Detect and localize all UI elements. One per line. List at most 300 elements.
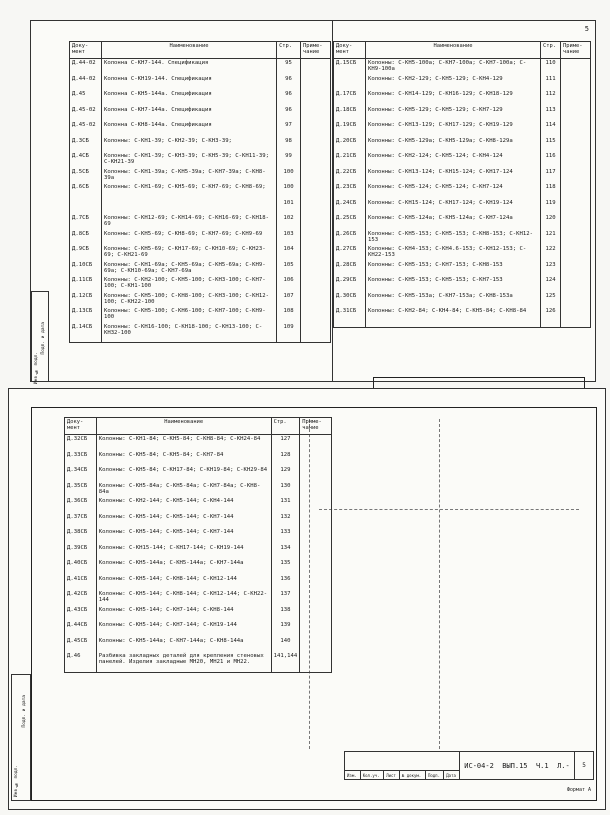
row-doc: Д.18СБ bbox=[334, 106, 366, 122]
part: Ч.1 bbox=[535, 761, 549, 770]
row-note bbox=[300, 544, 332, 560]
row-doc: Д.3СБ bbox=[70, 137, 102, 153]
row-name: Колонны: С-КН5-144; С-КН5-144; С-КН7-144 bbox=[96, 528, 271, 544]
row-name: Колонны: С-КН15-144; С-КН17-144; С-КН19-144 bbox=[96, 544, 271, 560]
row-page: 120 bbox=[541, 214, 561, 230]
row-note bbox=[300, 497, 332, 513]
row-name: Колонны: С-КН13-124; С-КН15-124; С-КН17-124 bbox=[365, 168, 540, 184]
row-doc: Д.31СБ bbox=[334, 307, 366, 323]
row-doc: Д.22СБ bbox=[334, 168, 366, 184]
row-name: Колонны: С-КН2-144; С-КН5-144; С-КН4-144 bbox=[96, 497, 271, 513]
row-page: 109 bbox=[277, 323, 301, 339]
row-doc: Д.43СБ bbox=[65, 606, 97, 622]
row-note bbox=[301, 106, 331, 122]
table-row bbox=[334, 307, 591, 323]
row-note bbox=[561, 152, 591, 168]
row-page: 117 bbox=[541, 168, 561, 184]
row-name: Колонны: С-КН1-84; С-КН5-84; С-КН8-84; С-КН24-84 bbox=[96, 435, 271, 451]
row-note bbox=[561, 106, 591, 122]
row-doc: Д.15СБ bbox=[334, 59, 366, 75]
row-doc: Д.5СБ bbox=[70, 168, 102, 184]
row-spacer bbox=[70, 338, 102, 343]
row-page: 130 bbox=[271, 482, 300, 498]
row-name: Колонны: С-КН5-144а; С-КН7-144а; С-КН8-144а bbox=[96, 637, 271, 653]
row-doc: Д.17СБ bbox=[334, 90, 366, 106]
margin-label-inv-bottom: Инв.№ подл. bbox=[14, 765, 19, 798]
row-doc: Д.10СБ bbox=[70, 261, 102, 277]
col-header-doc: Доку-мент bbox=[65, 418, 97, 435]
row-page: 108 bbox=[277, 307, 301, 323]
table-row bbox=[70, 121, 331, 137]
col-header-page: Стр. bbox=[541, 42, 561, 59]
tb-col-5: Дата bbox=[444, 771, 460, 780]
table-row bbox=[70, 152, 331, 168]
row-page: 100 bbox=[277, 168, 301, 184]
row-name: Колонны: С-КН2-124; С-КН5-124; С-КН4-124 bbox=[365, 152, 540, 168]
row-page: 102 bbox=[277, 214, 301, 230]
row-page: 133 bbox=[271, 528, 300, 544]
row-note bbox=[301, 152, 331, 168]
tb-col-3: № докум. bbox=[399, 771, 425, 780]
row-doc: Д.44-02 bbox=[70, 59, 102, 75]
row-name: Колонны: С-КН5-124; С-КН5-124; С-КН7-124 bbox=[365, 183, 540, 199]
table-row bbox=[334, 261, 591, 277]
table-row bbox=[70, 75, 331, 91]
sheet-top-left bbox=[30, 20, 334, 385]
row-page: 140 bbox=[271, 637, 300, 653]
table-row bbox=[334, 59, 591, 75]
row-doc: Д.39СБ bbox=[65, 544, 97, 560]
row-page: 104 bbox=[277, 245, 301, 261]
format-label: Формат А bbox=[566, 787, 591, 793]
row-note bbox=[300, 482, 332, 498]
row-note bbox=[301, 183, 331, 199]
table-row bbox=[65, 606, 332, 622]
row-spacer bbox=[334, 323, 366, 328]
col-header-doc: Доку-мент bbox=[334, 42, 366, 59]
row-page: 101 bbox=[277, 199, 301, 215]
row-note bbox=[300, 451, 332, 467]
row-doc: Д.23СБ bbox=[334, 183, 366, 199]
row-page: 134 bbox=[271, 544, 300, 560]
row-name: Колонны: С-КН12-69; С-КН14-69; С-КН16-69; С-КН18-69 bbox=[101, 214, 276, 230]
row-page: 128 bbox=[271, 451, 300, 467]
row-doc: Д.45СБ bbox=[65, 637, 97, 653]
tb-col-1: Кол.уч. bbox=[360, 771, 383, 780]
row-name: Колонна С-КН5-144а. Спецификация bbox=[101, 90, 276, 106]
row-note bbox=[301, 307, 331, 323]
row-note bbox=[301, 261, 331, 277]
row-doc bbox=[334, 75, 366, 91]
row-name: Колонны: С-КН1-39; С-КН2-39; С-КН3-39; bbox=[101, 137, 276, 153]
table-row bbox=[70, 323, 331, 339]
table-row bbox=[334, 106, 591, 122]
row-doc: Д.14СБ bbox=[70, 323, 102, 339]
row-spacer bbox=[277, 338, 301, 343]
row-name: Колонна С-КН7-144. Спецификация bbox=[101, 59, 276, 75]
row-doc bbox=[70, 199, 102, 215]
table-row bbox=[334, 245, 591, 261]
row-doc: Д.29СБ bbox=[334, 276, 366, 292]
row-spacer bbox=[65, 668, 97, 673]
row-name: Колонны: С-КН4-153; С-КН4.6-153; С-КН12-153; С-КН22-153 bbox=[365, 245, 540, 261]
row-page: 129 bbox=[271, 466, 300, 482]
row-name: Колонны: С-КН1-39; С-КН3-39; С-КН5-39; С-КН11-39; С-КН21-39 bbox=[101, 152, 276, 168]
title-block-stub bbox=[373, 377, 585, 388]
row-page: 107 bbox=[277, 292, 301, 308]
row-note bbox=[300, 559, 332, 575]
row-page: 121 bbox=[541, 230, 561, 246]
row-name: Колонны: С-КН5-69; С-КН17-69; С-КН10-69; С-КН23-69; С-КН21-69 bbox=[101, 245, 276, 261]
margin-label-inv: Инв.№ подл. bbox=[34, 352, 39, 385]
row-doc: Д.42СБ bbox=[65, 590, 97, 606]
table-row bbox=[65, 544, 332, 560]
row-name: Колонны: С-КН5-129а; С-КН5-129а; С-КН8-129а bbox=[365, 137, 540, 153]
row-name: Колонны: С-КН2-84; С-КН4-84; С-КН5-84; С-КН8-84 bbox=[365, 307, 540, 323]
issue: ВЫП.15 bbox=[502, 761, 528, 770]
row-doc: Д.11СБ bbox=[70, 276, 102, 292]
row-page: 98 bbox=[277, 137, 301, 153]
row-doc: Д.6СБ bbox=[70, 183, 102, 199]
row-page: 136 bbox=[271, 575, 300, 591]
table-end bbox=[334, 323, 591, 328]
table-row bbox=[70, 168, 331, 184]
row-note bbox=[301, 323, 331, 339]
row-name: Колонны: С-КН1-69; С-КН5-69; С-КН7-69; С-КН8-69; bbox=[101, 183, 276, 199]
row-note bbox=[301, 276, 331, 292]
row-doc: Д.8СБ bbox=[70, 230, 102, 246]
row-doc: Д.38СБ bbox=[65, 528, 97, 544]
row-note bbox=[301, 59, 331, 75]
margin-label-sign: Подп. и дата bbox=[41, 322, 46, 355]
row-note bbox=[300, 513, 332, 529]
table-row bbox=[70, 245, 331, 261]
row-note bbox=[301, 214, 331, 230]
row-doc: Д.40СБ bbox=[65, 559, 97, 575]
row-note bbox=[301, 199, 331, 215]
table-row bbox=[70, 307, 331, 323]
row-note bbox=[300, 637, 332, 653]
table-row bbox=[70, 292, 331, 308]
row-doc: Д.19СБ bbox=[334, 121, 366, 137]
row-note bbox=[301, 75, 331, 91]
row-spacer bbox=[300, 668, 332, 673]
row-doc: Д.32СБ bbox=[65, 435, 97, 451]
table-row bbox=[65, 652, 332, 668]
row-doc: Д.44-02 bbox=[70, 75, 102, 91]
row-page: 97 bbox=[277, 121, 301, 137]
row-name: Колонны: С-КН5-153; С-КН5-153; С-КН8-153; С-КН12-153 bbox=[365, 230, 540, 246]
row-doc: Д.41СБ bbox=[65, 575, 97, 591]
row-name: Колонны: С-КН5-144; С-КН7-144; С-КН19-144 bbox=[96, 621, 271, 637]
row-doc: Д.45-02 bbox=[70, 106, 102, 122]
table-row bbox=[334, 121, 591, 137]
row-note bbox=[561, 121, 591, 137]
row-page: 132 bbox=[271, 513, 300, 529]
margin-label-sign-bottom: Подп. и дата bbox=[22, 695, 27, 728]
row-page: 110 bbox=[541, 59, 561, 75]
row-doc: Д.9СБ bbox=[70, 245, 102, 261]
table-row bbox=[65, 637, 332, 653]
table-row bbox=[65, 451, 332, 467]
table-row bbox=[70, 261, 331, 277]
table-row bbox=[65, 513, 332, 529]
row-note bbox=[561, 292, 591, 308]
row-spacer bbox=[101, 338, 276, 343]
row-doc: Д.27СБ bbox=[334, 245, 366, 261]
row-name: Колонны: С-КН5-124а; С-КН5-124а; С-КН7-124а bbox=[365, 214, 540, 230]
table-row bbox=[334, 152, 591, 168]
row-doc: Д.28СБ bbox=[334, 261, 366, 277]
tb-col-2: Лист bbox=[384, 771, 400, 780]
row-name: Колонна С-КН19-144. Спецификация bbox=[101, 75, 276, 91]
table-row bbox=[70, 276, 331, 292]
row-doc: Д.13СБ bbox=[70, 307, 102, 323]
row-note bbox=[561, 261, 591, 277]
row-note bbox=[561, 214, 591, 230]
tb-col-4: Подп. bbox=[425, 771, 443, 780]
row-page: 96 bbox=[277, 90, 301, 106]
row-doc: Д.25СБ bbox=[334, 214, 366, 230]
row-note bbox=[301, 121, 331, 137]
table-row bbox=[65, 497, 332, 513]
table-row bbox=[65, 575, 332, 591]
row-doc: Д.7СБ bbox=[70, 214, 102, 230]
row-name: Разбивка закладных деталей для крепления стеновых панелей. Изделия закладные МН20, МН21 и МН22. bbox=[96, 652, 271, 668]
row-spacer bbox=[365, 323, 540, 328]
row-doc: Д.35СБ bbox=[65, 482, 97, 498]
row-name: Колонны: С-КН5-84; С-КН17-84; С-КН19-84; С-КН29-84 bbox=[96, 466, 271, 482]
table-row bbox=[334, 214, 591, 230]
table-row bbox=[65, 482, 332, 498]
row-page: 137 bbox=[271, 590, 300, 606]
tb-col-0: Изм. bbox=[345, 771, 361, 780]
row-page: 105 bbox=[277, 261, 301, 277]
row-note bbox=[300, 528, 332, 544]
row-page: 100 bbox=[277, 183, 301, 199]
row-note bbox=[561, 137, 591, 153]
binding-margin-bottom bbox=[11, 674, 31, 801]
row-page: 116 bbox=[541, 152, 561, 168]
table-row bbox=[70, 106, 331, 122]
table-end bbox=[70, 338, 331, 343]
row-note bbox=[301, 245, 331, 261]
sheet-number-bottom: 5 bbox=[582, 762, 586, 769]
row-name: Колонны: С-КН5-144; С-КН7-144; С-КН8-144 bbox=[96, 606, 271, 622]
col-header-note: Приме-чание bbox=[300, 418, 332, 435]
row-page: 95 bbox=[277, 59, 301, 75]
table-row bbox=[65, 621, 332, 637]
col-header-page: Стр. bbox=[271, 418, 300, 435]
register-table-bottom bbox=[64, 417, 332, 673]
row-doc: Д.24СБ bbox=[334, 199, 366, 215]
table-row bbox=[70, 183, 331, 199]
table-row bbox=[70, 214, 331, 230]
row-name: Колонны: С-КН16-100; С-КН18-100; С-КН13-100; С-КН32-100 bbox=[101, 323, 276, 339]
col-header-doc: Доку-мент bbox=[70, 42, 102, 59]
sheet-ref: Л.- bbox=[557, 761, 570, 770]
row-page: 141,144 bbox=[271, 652, 300, 668]
table-row bbox=[65, 590, 332, 606]
row-name: Колонны: С-КН5-144; С-КН8-144; С-КН12-144 bbox=[96, 575, 271, 591]
table-row bbox=[334, 90, 591, 106]
row-name: Колонны: С-КН5-100; С-КН6-100; С-КН7-100; С-КН9-100 bbox=[101, 307, 276, 323]
row-note bbox=[561, 276, 591, 292]
col-header-page: Стр. bbox=[277, 42, 301, 59]
row-page: 138 bbox=[271, 606, 300, 622]
row-note bbox=[300, 575, 332, 591]
row-name: Колонны: С-КН5-129; С-КН5-129; С-КН7-129 bbox=[365, 106, 540, 122]
row-note bbox=[561, 90, 591, 106]
row-name: Колонны: С-КН5-153а; С-КН7-153а; С-КН8-153а bbox=[365, 292, 540, 308]
row-spacer bbox=[541, 323, 561, 328]
table-row bbox=[334, 75, 591, 91]
row-doc: Д.46 bbox=[65, 652, 97, 668]
row-page: 125 bbox=[541, 292, 561, 308]
dashed-guide-horizontal bbox=[319, 509, 579, 510]
row-page: 135 bbox=[271, 559, 300, 575]
col-header-note: Приме-чание bbox=[561, 42, 591, 59]
row-page: 126 bbox=[541, 307, 561, 323]
row-name: Колонна С-КН8-144а. Спецификация bbox=[101, 121, 276, 137]
row-page: 106 bbox=[277, 276, 301, 292]
row-page: 118 bbox=[541, 183, 561, 199]
table-row bbox=[65, 435, 332, 451]
table-row bbox=[70, 230, 331, 246]
row-spacer bbox=[271, 668, 300, 673]
row-page: 96 bbox=[277, 106, 301, 122]
dashed-guide-vertical-2 bbox=[439, 419, 440, 749]
col-header-name: Наименование bbox=[96, 418, 271, 435]
row-name: Колонны: С-КН2-129; С-КН5-129; С-КН4-129 bbox=[365, 75, 540, 91]
row-spacer bbox=[301, 338, 331, 343]
row-note bbox=[561, 183, 591, 199]
row-page: 112 bbox=[541, 90, 561, 106]
row-doc: Д.21СБ bbox=[334, 152, 366, 168]
row-note bbox=[300, 435, 332, 451]
row-page: 113 bbox=[541, 106, 561, 122]
sheet-number: 5 bbox=[584, 25, 589, 33]
row-name: Колонны: С-КН1-39а; С-КН5-39а; С-КН7-39а; С-КН8-39а bbox=[101, 168, 276, 184]
row-note bbox=[300, 606, 332, 622]
table-row bbox=[65, 528, 332, 544]
row-page: 139 bbox=[271, 621, 300, 637]
row-page: 119 bbox=[541, 199, 561, 215]
row-page: 99 bbox=[277, 152, 301, 168]
sheet-top-right bbox=[332, 20, 596, 382]
row-name: Колонны: С-КН5-153; С-КН5-153; С-КН7-153 bbox=[365, 276, 540, 292]
row-page: 115 bbox=[541, 137, 561, 153]
row-doc: Д.26СБ bbox=[334, 230, 366, 246]
table-row bbox=[70, 137, 331, 153]
row-doc: Д.30СБ bbox=[334, 292, 366, 308]
row-name: Колонны: С-КН5-100а; С-КН7-100а; С-КН7-100а; С-КН9-100а bbox=[365, 59, 540, 75]
row-name: Колонны: С-КН5-144а; С-КН5-144а; С-КН7-144а bbox=[96, 559, 271, 575]
table-row bbox=[70, 90, 331, 106]
title-block bbox=[344, 751, 594, 780]
row-note bbox=[301, 230, 331, 246]
row-note bbox=[561, 75, 591, 91]
row-page: 114 bbox=[541, 121, 561, 137]
row-note bbox=[300, 466, 332, 482]
row-note bbox=[300, 652, 332, 668]
row-name: Колонны: С-КН5-153; С-КН7-153; С-КН8-153 bbox=[365, 261, 540, 277]
row-note bbox=[301, 137, 331, 153]
table-row bbox=[65, 466, 332, 482]
table-row bbox=[334, 137, 591, 153]
row-note bbox=[561, 230, 591, 246]
row-name: Колонна С-КН7-144а. Спецификация bbox=[101, 106, 276, 122]
table-row bbox=[334, 199, 591, 215]
row-page: 123 bbox=[541, 261, 561, 277]
row-doc: Д.34СБ bbox=[65, 466, 97, 482]
row-page: 96 bbox=[277, 75, 301, 91]
table-end bbox=[65, 668, 332, 673]
row-note bbox=[561, 59, 591, 75]
row-name: Колонны: С-КН5-100; С-КН8-100; С-КН3-100; С-КН12-100; С-КН22-100 bbox=[101, 292, 276, 308]
row-doc: Д.45-02 bbox=[70, 121, 102, 137]
row-doc: Д.37СБ bbox=[65, 513, 97, 529]
row-note bbox=[300, 621, 332, 637]
row-spacer bbox=[561, 323, 591, 328]
row-note bbox=[561, 307, 591, 323]
row-doc: Д.4СБ bbox=[70, 152, 102, 168]
table-row bbox=[334, 292, 591, 308]
row-doc: Д.12СБ bbox=[70, 292, 102, 308]
table-row bbox=[70, 199, 331, 215]
row-name: Колонны: С-КН15-124; С-КН17-124; С-КН19-124 bbox=[365, 199, 540, 215]
row-page: 111 bbox=[541, 75, 561, 91]
row-page: 127 bbox=[271, 435, 300, 451]
row-page: 124 bbox=[541, 276, 561, 292]
row-name: Колонны: С-КН14-129; С-КН16-129; С-КН18-129 bbox=[365, 90, 540, 106]
row-doc: Д.44СБ bbox=[65, 621, 97, 637]
table-row bbox=[334, 276, 591, 292]
col-header-name: Наименование bbox=[365, 42, 540, 59]
row-doc: Д.20СБ bbox=[334, 137, 366, 153]
row-note bbox=[301, 168, 331, 184]
table-row bbox=[65, 559, 332, 575]
row-page: 103 bbox=[277, 230, 301, 246]
row-doc: Д.33СБ bbox=[65, 451, 97, 467]
row-name bbox=[101, 199, 276, 215]
binding-margin bbox=[31, 291, 49, 385]
row-name: Колонны: С-КН1-69а; С-КН5-69а; С-КН5-69а; С-КН9-69а; С-КН10-69а; С-КН7-69а bbox=[101, 261, 276, 277]
table-row bbox=[334, 183, 591, 199]
row-name: Колонны: С-КН5-84; С-КН5-84; С-КН7-84 bbox=[96, 451, 271, 467]
row-note bbox=[301, 292, 331, 308]
row-note bbox=[300, 590, 332, 606]
table-row bbox=[334, 168, 591, 184]
row-name: Колонны: С-КН5-84а; С-КН5-84а; С-КН7-84а; С-КН8-84а bbox=[96, 482, 271, 498]
row-name: Колонны: С-КН13-129; С-КН17-129; С-КН19-129 bbox=[365, 121, 540, 137]
row-note bbox=[301, 90, 331, 106]
col-header-note: Приме-чание bbox=[301, 42, 331, 59]
row-spacer bbox=[96, 668, 271, 673]
col-header-name: Наименование bbox=[101, 42, 276, 59]
table-row bbox=[70, 59, 331, 75]
row-page: 122 bbox=[541, 245, 561, 261]
register-table-top-right bbox=[333, 41, 591, 328]
row-name: Колонны: С-КН5-144; С-КН8-144; С-КН12-144; С-КН22-144 bbox=[96, 590, 271, 606]
row-name: Колонны: С-КН2-100; С-КН5-100; С-КН3-100; С-КН7-100; С-КН1-100 bbox=[101, 276, 276, 292]
row-name: Колонны: С-КН5-144; С-КН5-144; С-КН7-144 bbox=[96, 513, 271, 529]
row-note bbox=[561, 245, 591, 261]
table-row bbox=[334, 230, 591, 246]
doc-code: ИС-04-2 bbox=[464, 761, 494, 770]
row-note bbox=[561, 168, 591, 184]
row-doc: Д.36СБ bbox=[65, 497, 97, 513]
